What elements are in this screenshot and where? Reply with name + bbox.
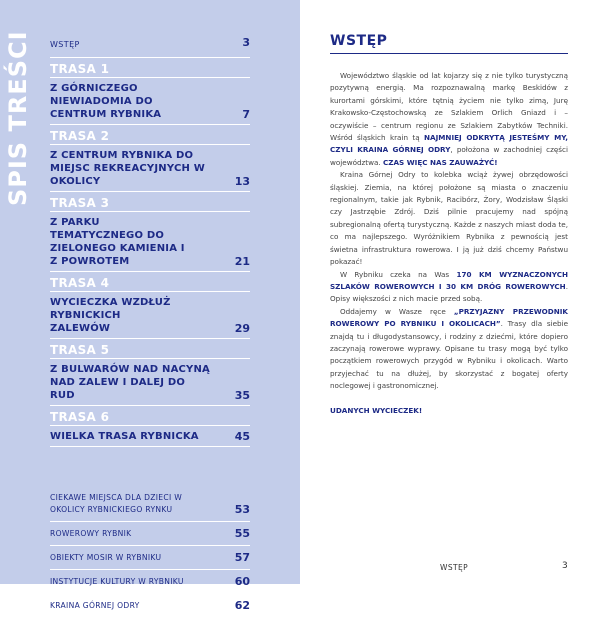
extra-page: 57 [234,551,250,564]
route-label: TRASA 2 [50,129,250,145]
route-title: Z PARKU TEMATYCZNEGO DO ZIELONEGO KAMIENIA I Z POWROTEM [50,217,185,267]
route-label: TRASA 1 [50,62,250,78]
toc-list [50,28,250,618]
toc-route-6[interactable] [50,406,250,447]
text-run: . Trasy dla siebie znajdą tu i długodystansowcy, i rodziny z dziećmi, które dopiero zaczynają rowerowe wyprawy. Opisane tu trasy mogą być tylko początkiem rowerowych przygód w Rybniku i okolicach. Warto przyjechać tu na dłużej, by skorzystać z bogatej oferty noclegowej i gastronomicznej. [330,319,569,391]
toc-entry-title: WSTĘP [50,40,80,49]
extra-page: 55 [234,527,250,540]
closing-text: UDANYCH WYCIECZEK! [330,405,423,415]
title-divider [330,53,568,54]
extra-title: ROWEROWY RYBNIK [50,529,132,538]
route-page: 29 [234,322,250,335]
highlight-text: „PRZYJAZNY PRZEWODNIK ROWEROWY PO RYBNIKU I OKOLICACH” [330,306,568,329]
page-number: 3 [562,561,568,571]
toc-route-4[interactable] [50,272,250,339]
route-page: 7 [242,108,250,121]
intro-body [330,70,568,417]
route-page: 21 [234,255,250,268]
route-label: TRASA 6 [50,410,250,426]
paragraph-2: Kraina Górnej Odry to kolebka wciąż żywej obrzędowości śląskiej. Ziemia, na której położone są miasta o znaczeniu regionalnym, takie jak Rybnik, Racibórz, Żory, Wodzisław Śląski czy Jastrzębie Zdrój. Dziś pilnie pracujemy nad spójną subregionalną ofertą turystyczną. Każde z naszych miast doda te, co ma najlepszego. Wyróżnikiem Rybnika z pewnością jest świetna infrastruktura rowerowa. I ją już dziś chcemy Państwu pokazać! [330,170,568,267]
toc-entry-intro[interactable] [50,28,250,58]
route-title: Z GÓRNICZEGO NIEWIADOMIA DO CENTRUM RYBNIKA [50,83,162,120]
highlight-text: CZAS WIĘC NAS ZAUWAŻYĆ! [382,157,498,167]
paragraph-1 [330,70,568,169]
route-label: TRASA 3 [50,196,250,212]
footer-section-label: WSTĘP [440,563,469,572]
toc-extra-entry[interactable] [50,546,250,570]
toc-extra-entry[interactable] [50,594,250,618]
text-run: , położona w zachodniej części województwa. [330,145,569,167]
toc-extras [50,487,250,618]
text-run: Oddajemy w Wasze ręce [340,306,454,316]
route-label: TRASA 4 [50,276,250,292]
paragraph-3 [330,269,568,306]
toc-route-1[interactable] [50,58,250,125]
extra-title: INSTYTUCJE KULTURY W RYBNIKU [50,577,184,586]
text-run: . Opisy większości z nich macie przed sobą. [330,281,568,304]
toc-extra-entry[interactable] [50,570,250,594]
route-page: 45 [234,430,250,443]
extra-title: KRAINA GÓRNEJ ODRY [50,601,140,610]
extra-page: 53 [234,503,250,516]
toc-extra-entry[interactable] [50,487,250,522]
route-page: 13 [234,175,250,188]
route-title: Z BULWARÓW NAD NACYNĄ NAD ZALEW I DALEJ DO RUD [50,364,210,401]
intro-title: WSTĘP [330,33,388,49]
extra-page: 62 [234,599,250,612]
text-run: Województwo śląskie od lat kojarzy się z nie tylko turystyczną pozytywną energią. Ma rozpoznawalną markę Beskidów z kurortami górskimi, które tętnią życiem nie tylko zimą, Jurę Krakowsko-Częstochowską ze Szlakiem Orlich Gniazd i – oczywiście – centrum regionu ze Szlakiem Zabytków Techniki. Wśród śląskich krain tą [330,71,568,143]
route-label: TRASA 5 [50,343,250,359]
route-title: WIELKA TRASA RYBNICKA [50,431,199,442]
extra-page: 60 [234,575,250,588]
route-page: 35 [234,389,250,402]
route-title: Z CENTRUM RYBNIKA DO MIEJSC REKREACYJNYCH W OKOLICY [50,150,205,187]
toc-vertical-title-text: SPIS TREŚCI [4,30,32,206]
paragraph-4 [330,306,568,393]
toc-entry-page: 3 [242,36,250,49]
toc-route-5[interactable] [50,339,250,406]
toc-vertical-title [4,30,34,206]
toc-page [0,0,300,612]
highlight-text: NAJMNIEJ ODKRYTĄ JESTEŚMY MY, CZYLI KRAINA GÓRNEJ ODRY [330,133,568,155]
route-title: WYCIECZKA WZDŁUŻ RYBNICKICH ZALEWÓW [50,297,171,334]
text-run: W Rybniku czeka na Was [340,269,457,279]
toc-route-3[interactable] [50,192,250,272]
extra-title: CIEKAWE MIEJSCA DLA DZIECI W OKOLICY RYBNICKIEGO RYNKU [50,493,183,514]
intro-page [300,0,598,584]
highlight-text: 170 KM WYZNACZONYCH SZLAKÓW ROWEROWYCH I 30 KM DRÓG ROWEROWYCH [330,269,568,291]
toc-extra-entry[interactable] [50,522,250,546]
extra-title: OBIEKTY MOSIR W RYBNIKU [50,553,162,562]
toc-route-2[interactable] [50,125,250,192]
